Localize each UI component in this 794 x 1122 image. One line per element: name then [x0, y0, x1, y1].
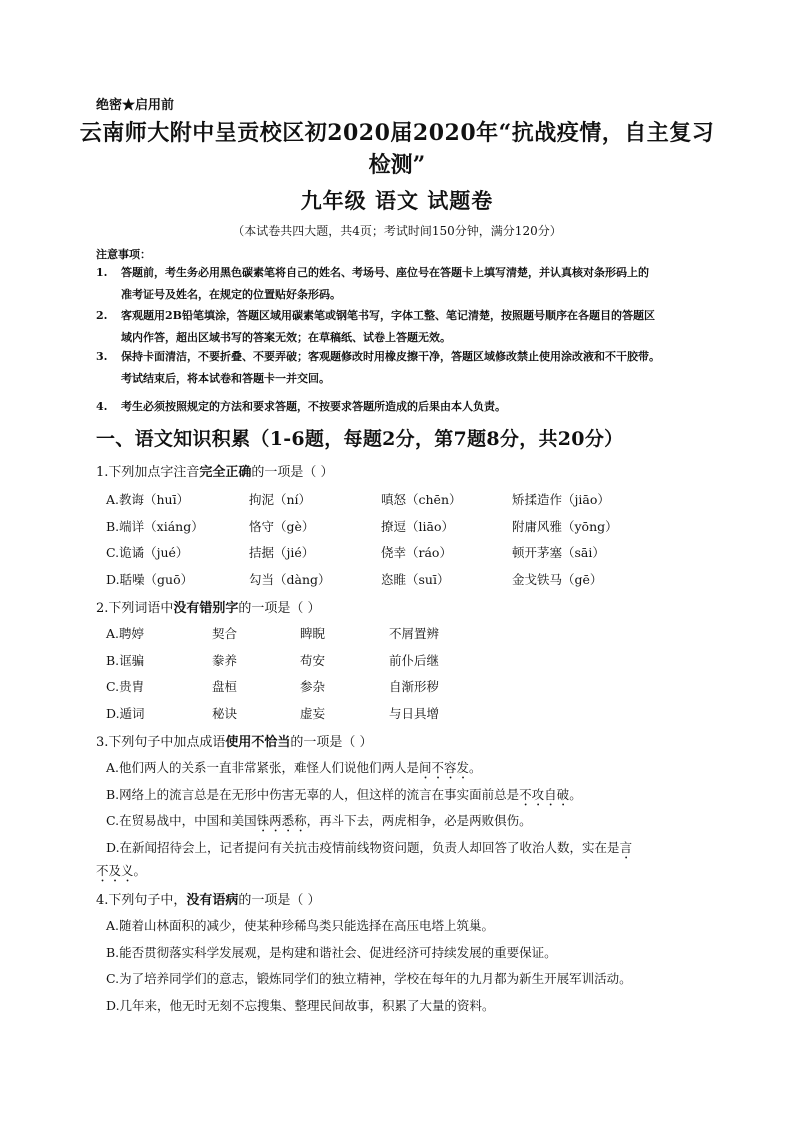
- option-word: 嗔怒（chēn）: [381, 492, 462, 507]
- option-word: 金戈铁马（gē）: [512, 572, 603, 587]
- option-word: 盘桓: [212, 679, 238, 694]
- option-word: C.诡谲（jué）: [106, 545, 189, 560]
- option-word: 不屑置辨: [389, 626, 440, 641]
- option-word: 自渐形秽: [389, 679, 440, 694]
- option-sentence-continued: [96, 861, 146, 885]
- option-word: 拘泥（ní）: [249, 492, 312, 507]
- note-text: 答题前，考生务必用黑色碳素笔将自己的姓名、考场号、座位号在答题卡上填写清楚，并认真核对条形码上的: [121, 266, 649, 279]
- question-3-stem: [96, 731, 373, 750]
- option-word: B.诓骗: [106, 653, 145, 668]
- option-word: 与日具增: [389, 706, 440, 721]
- option-sentence: D.几年来，他无时无刻不忘搜集、整理民间故事，积累了大量的资料。: [106, 998, 495, 1013]
- question-stem-emphasis: 没有语病: [186, 893, 239, 908]
- dotted-idiom: 不及义: [96, 863, 134, 878]
- note-number: 2.: [96, 309, 108, 322]
- option-word: 恣睢（suī）: [381, 572, 450, 587]
- sentence-text: A.他们两人的关系一直非常紧张，难怪人们说他们两人是: [106, 760, 420, 775]
- option-word: 侥幸（ráo）: [381, 545, 452, 560]
- question-stem-prefix: 1.下列加点字注音: [96, 465, 200, 480]
- sentence-text: 。: [469, 760, 482, 775]
- option-word: A.聘婷: [106, 626, 145, 641]
- question-2-stem: [96, 597, 321, 616]
- question-stem-suffix: 的一项是（ ）: [238, 893, 321, 908]
- option-sentence: B.能否贯彻落实科学发展观，是构建和谐社会、促进经济可持续发展的重要保证。: [106, 945, 557, 960]
- option-word: 睥睨: [300, 626, 326, 641]
- option-word: B.端详（xiáng）: [106, 519, 204, 534]
- question-stem-suffix: 的一项是（ ）: [290, 735, 373, 750]
- section-title: 一、语文知识积累（1-6题，每题2分，第7题8分，共20分）: [96, 428, 624, 450]
- option-word: D.遁词: [106, 706, 145, 721]
- question-stem-suffix: 的一项是（ ）: [238, 601, 321, 616]
- question-stem-suffix: 的一项是（ ）: [251, 465, 334, 480]
- exam-meta: （本试卷共四大题，共4页；考试时间150分钟，满分120分）: [232, 224, 562, 238]
- option-word: 顿开茅塞（sāi）: [512, 545, 605, 560]
- option-sentence: A.随着山林面积的减少，使某种珍稀鸟类只能选择在高压电塔上筑巢。: [106, 918, 495, 933]
- question-4-stem: [96, 889, 321, 908]
- option-word: 苟安: [300, 653, 326, 668]
- dotted-idiom: 铢两悉称: [256, 813, 307, 828]
- sentence-text: D.在新闻招待会上，记者提问有关抗击疫情前线物资问题，负责人却回答了收治人数，实在是: [106, 840, 620, 855]
- option-word: 参杂: [300, 679, 326, 694]
- notes-heading: 注意事项：: [96, 248, 151, 261]
- sentence-text: ，再斗下去，两虎相争，必是两败俱伤。: [306, 813, 532, 828]
- question-stem-prefix: 4.下列句子中，: [96, 893, 187, 908]
- note-text: 域内作答，超出区域书写的答案无效；在草稿纸、试卷上答题无效。: [121, 331, 451, 344]
- note-text: 考生必须按照规定的方法和要求答题，不按要求答题所造成的后果由本人负责。: [121, 400, 506, 413]
- question-stem-emphasis: 没有错别字: [173, 601, 239, 616]
- question-1-stem: [96, 461, 334, 480]
- dotted-idiom: 间不容发: [419, 760, 470, 775]
- exam-title-line2: 检测”: [368, 152, 426, 178]
- option-word: D.聒噪（guō）: [106, 572, 194, 587]
- option-word: 前仆后继: [389, 653, 440, 668]
- dotted-idiom: 言: [619, 840, 633, 855]
- sentence-text: B.网络上的流言总是在无形中伤害无辜的人，但这样的流言在事实面前总是: [106, 787, 520, 802]
- option-sentence: [106, 785, 582, 809]
- option-sentence: [106, 811, 532, 835]
- option-sentence: [106, 838, 632, 862]
- option-word: 契合: [212, 626, 238, 641]
- note-text: 保持卡面清洁，不要折叠、不要弄破；客观题修改时用橡皮擦干净，答题区域修改禁止使用涂改液和不干胶带。: [121, 350, 660, 363]
- confidential-label: 绝密★启用前: [96, 98, 175, 113]
- note-text: 客观题用2B铅笔填涂，答题区域用碳素笔或钢笔书写，字体工整、笔记清楚，按照题号顺序在各题目的答题区: [121, 309, 655, 322]
- note-number: 3.: [96, 350, 108, 363]
- option-word: A.教诲（huī）: [106, 492, 190, 507]
- sentence-text: C.在贸易战中，中国和美国: [106, 813, 257, 828]
- note-text: 准考证号及姓名，在规定的位置贴好条形码。: [121, 288, 341, 301]
- question-stem-emphasis: 使用不恰当: [225, 735, 291, 750]
- note-text: 考试结束后，将本试卷和答题卡一并交回。: [121, 372, 330, 385]
- exam-subject: 九年级 语文 试题卷: [300, 188, 494, 213]
- sentence-text: 。: [569, 787, 582, 802]
- question-stem-emphasis: 完全正确: [199, 465, 252, 480]
- option-word: 恪守（gè）: [249, 519, 315, 534]
- option-sentence: C.为了培养同学们的意志，锻炼同学们的独立精神，学校在每年的九月都为新生开展军训活动。: [106, 971, 632, 986]
- question-stem-prefix: 3.下列句子中加点成语: [96, 735, 226, 750]
- dotted-idiom: 不攻自破: [519, 787, 570, 802]
- option-word: 豢养: [212, 653, 238, 668]
- option-word: 虚妄: [300, 706, 326, 721]
- option-word: C.贵胄: [106, 679, 145, 694]
- question-stem-prefix: 2.下列词语中: [96, 601, 174, 616]
- option-word: 附庸风雅（yōng）: [512, 519, 618, 534]
- option-sentence: [106, 758, 482, 782]
- option-word: 秘诀: [212, 706, 238, 721]
- option-word: 拮据（jié）: [249, 545, 315, 560]
- sentence-text: 。: [133, 863, 147, 878]
- option-word: 矫揉造作（jiāo）: [512, 492, 610, 507]
- option-word: 撩逗（liāo）: [381, 519, 454, 534]
- note-number: 4.: [96, 400, 108, 413]
- exam-title-line1: 云南师大附中呈贡校区初2020届2020年“抗战疫情，自主复习: [79, 120, 715, 146]
- note-number: 1.: [96, 266, 108, 279]
- option-word: 勾当（dàng）: [249, 572, 331, 587]
